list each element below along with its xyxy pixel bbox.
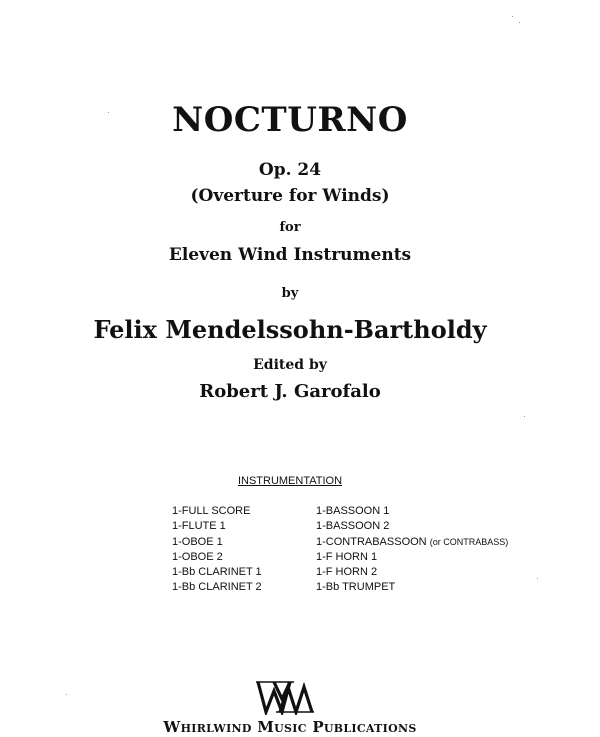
list-item: 1-FULL SCORE (172, 505, 251, 517)
list-item: 1-OBOE 1 (172, 535, 223, 548)
instrument-name: 1-CONTRABASSOON (316, 535, 427, 548)
list-item: 1-F HORN 1 (316, 550, 378, 563)
subtitle: (Overture for Winds) (190, 186, 390, 206)
wmp-monogram-icon (256, 679, 314, 715)
list-item: 1-BASSOON 1 (316, 505, 390, 517)
publisher-logo (256, 679, 314, 719)
list-item: 1-Bb CLARINET 1 (172, 566, 262, 579)
edited-by-label: Edited by (253, 357, 327, 373)
instrument-list-left (172, 504, 262, 596)
list-item: 1-BASSOON 2 (316, 520, 390, 533)
publisher-name: Whirlwind Music Publications (163, 718, 417, 736)
instrument-list-right (316, 504, 508, 596)
editor: Robert J. Garofalo (199, 381, 381, 402)
list-item: 1-OBOE 2 (172, 550, 223, 563)
list-item (316, 535, 508, 550)
title: NOCTURNO (172, 100, 408, 140)
composer: Felix Mendelssohn-Bartholdy (93, 315, 487, 344)
list-item: 1-Bb CLARINET 2 (172, 581, 262, 594)
instrument-note: (or CONTRABASS) (429, 536, 509, 547)
list-item: 1-F HORN 2 (316, 566, 378, 579)
for-label: for (279, 220, 301, 235)
opus-number: Op. 24 (258, 160, 322, 180)
list-item: 1-FLUTE 1 (172, 520, 226, 533)
instrumentation-heading: INSTRUMENTATION (237, 475, 343, 487)
instrument-line: Eleven Wind Instruments (168, 245, 412, 265)
list-item: 1-Bb TRUMPET (316, 581, 396, 594)
by-label: by (281, 286, 299, 301)
